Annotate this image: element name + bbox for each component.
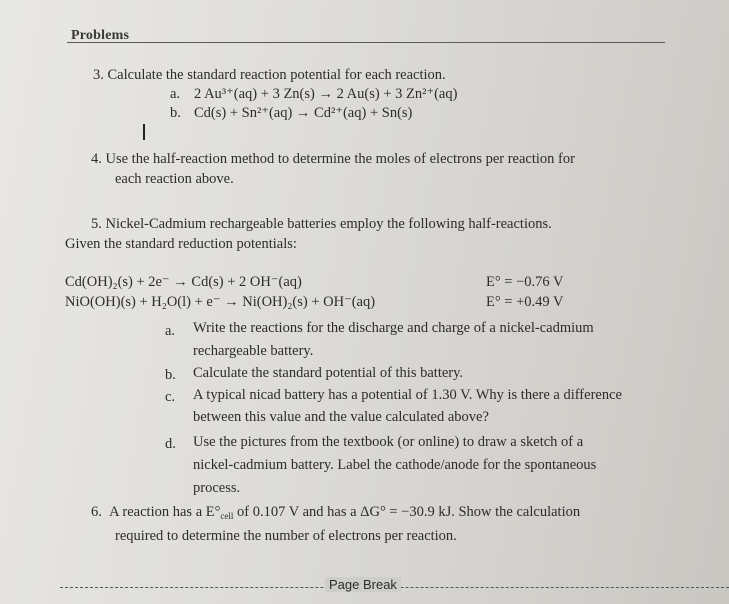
question-6-line-2: required to determine the number of electrons per reaction. [115, 528, 457, 544]
half-reaction-nickel-potential: E° = +0.49 V [486, 294, 564, 310]
question-4-line-2: each reaction above. [115, 171, 234, 187]
half-reaction-cadmium: Cd(OH)₂(s) + 2e⁻ → Cd(s) + 2 OH⁻(aq) [65, 274, 302, 290]
question-3a-label: a. [170, 86, 181, 102]
header-divider [67, 42, 665, 43]
question-3b-equation: Cd(s) + Sn²⁺(aq) → Cd²⁺(aq) + Sn(s) [194, 105, 413, 121]
question-6-number: 6. [91, 504, 102, 520]
half-reaction-cadmium-potential: E° = −0.76 V [486, 274, 564, 290]
question-6-line-1 [91, 505, 580, 521]
question-5-line-1: 5. Nickel-Cadmium rechargeable batteries employ the following half-reactions. [91, 216, 552, 232]
question-4-line-1: 4. Use the half-reaction method to determine the moles of electrons per reaction for [91, 151, 575, 167]
question-5d-line-1: Use the pictures from the textbook (or online) to draw a sketch of a [193, 434, 584, 450]
question-5d-label: d. [165, 436, 176, 452]
question-5a-label: a. [165, 323, 176, 339]
question-5b-label: b. [165, 367, 176, 383]
question-3b-label: b. [170, 105, 181, 121]
question-6-pre: A reaction has a E° [109, 504, 221, 520]
question-5c-label: c. [165, 389, 176, 405]
question-5c-line-1: A typical nicad battery has a potential of 1.30 V. Why is there a difference [193, 387, 622, 403]
question-5-line-2: Given the standard reduction potentials: [65, 236, 297, 252]
question-6-subscript: cell [220, 511, 234, 521]
question-3a-equation: 2 Au³⁺(aq) + 3 Zn(s) → 2 Au(s) + 3 Zn²⁺(aq) [194, 86, 458, 102]
question-3-text: 3. Calculate the standard reaction potential for each reaction. [93, 67, 446, 83]
question-5a-line-1: Write the reactions for the discharge and charge of a nickel-cadmium [193, 320, 594, 336]
half-reaction-nickel: NiO(OH)(s) + H₂O(l) + e⁻ → Ni(OH)₂(s) + OH⁻(aq) [65, 294, 376, 310]
question-6-post: of 0.107 V and has a ΔG° = −30.9 kJ. Show the calculation [233, 504, 581, 520]
question-5a-line-2: rechargeable battery. [193, 343, 314, 359]
question-5d-line-2: nickel-cadmium battery. Label the cathode/anode for the spontaneous [193, 457, 597, 473]
question-5c-line-2: between this value and the value calculated above? [193, 409, 489, 425]
question-5b-line-1: Calculate the standard potential of this battery. [193, 365, 464, 381]
text-cursor[interactable] [143, 124, 145, 140]
section-title: Problems [71, 28, 130, 43]
question-5d-line-3: process. [193, 480, 241, 496]
page-break-label[interactable]: Page Break [325, 577, 401, 592]
